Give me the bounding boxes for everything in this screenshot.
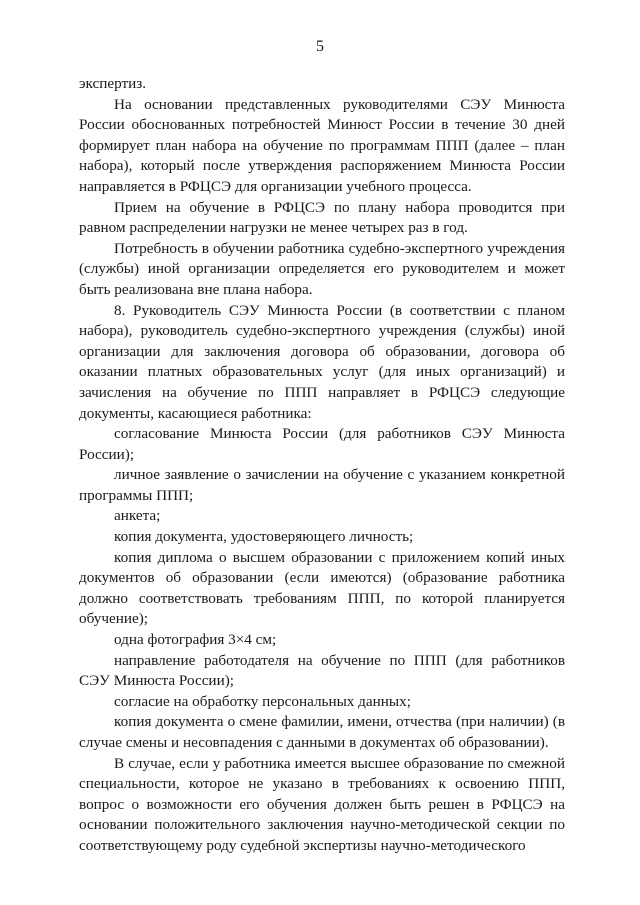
- document-list-item: личное заявление о зачислении на обучение с указанием конкретной программы ППП;: [79, 466, 565, 504]
- document-list-item: одна фотография 3×4 см;: [114, 631, 277, 649]
- document-list-item: копия документа, удостоверяющего личность;: [114, 528, 414, 546]
- document-list-item: согласие на обработку персональных данных;: [114, 692, 411, 710]
- paragraph-plan-formation: На основании представленных руководителями СЭУ Минюста России обоснованных потребностей Минюст России в течение 30 дней формирует план набора на обучение по программам ППП (далее – план набора), который после утверждения распоряжением Минюста России направляется в РФЦСЭ для организации учебного процесса.: [79, 95, 565, 195]
- paragraph-other-organization-need: Потребность в обучении работника судебно-экспертного учреждения (службы) иной организации определяется его руководителем и может быть реализована вне плана набора.: [79, 239, 565, 298]
- paragraph-admission-frequency: Прием на обучение в РФЦСЭ по плану набора проводится при равном распределении нагрузки не менее четырех раз в год.: [79, 198, 565, 237]
- paragraph-related-specialty: В случае, если у работника имеется высшее образование по смежной специальности, которое не указано в требованиях к освоению ППП, вопрос о возможности его обучения должен быть решен в РФЦСЭ на основании положительного заключения научно-методической секции по соответствующему роду судебной экспертизы научно-методического: [79, 754, 565, 854]
- paragraph-item-8: 8. Руководитель СЭУ Минюста России (в соответствии с планом набора), руководитель судебно-экспертного учреждения (службы) иной организации для заключения договора об образовании, договора об оказании платных образовательных услуг (для иных организаций) и зачисления на обучение по ППП направляет в РФЦСЭ следующие документы, касающиеся работника:: [79, 301, 565, 422]
- paragraph-continuation: экспертиз.: [79, 75, 147, 92]
- document-list-item: направление работодателя на обучение по ППП (для работников СЭУ Минюста России);: [79, 651, 565, 690]
- document-list-item: копия документа о смене фамилии, имени, отчества (при наличии) (в случае смены и несовпадения с данными в документах об образовании).: [79, 713, 565, 751]
- page-number: 5: [316, 38, 324, 55]
- document-list-item: копия диплома о высшем образовании с приложением копий иных документов об образовании (если имеются) (образование работника должно соответствовать требованиям ППП, по которой планируется обучение);: [79, 548, 565, 628]
- document-list-item: анкета;: [114, 507, 161, 525]
- document-body: [79, 74, 565, 857]
- document-list-item: согласование Минюста России (для работников СЭУ Минюста России);: [79, 425, 565, 463]
